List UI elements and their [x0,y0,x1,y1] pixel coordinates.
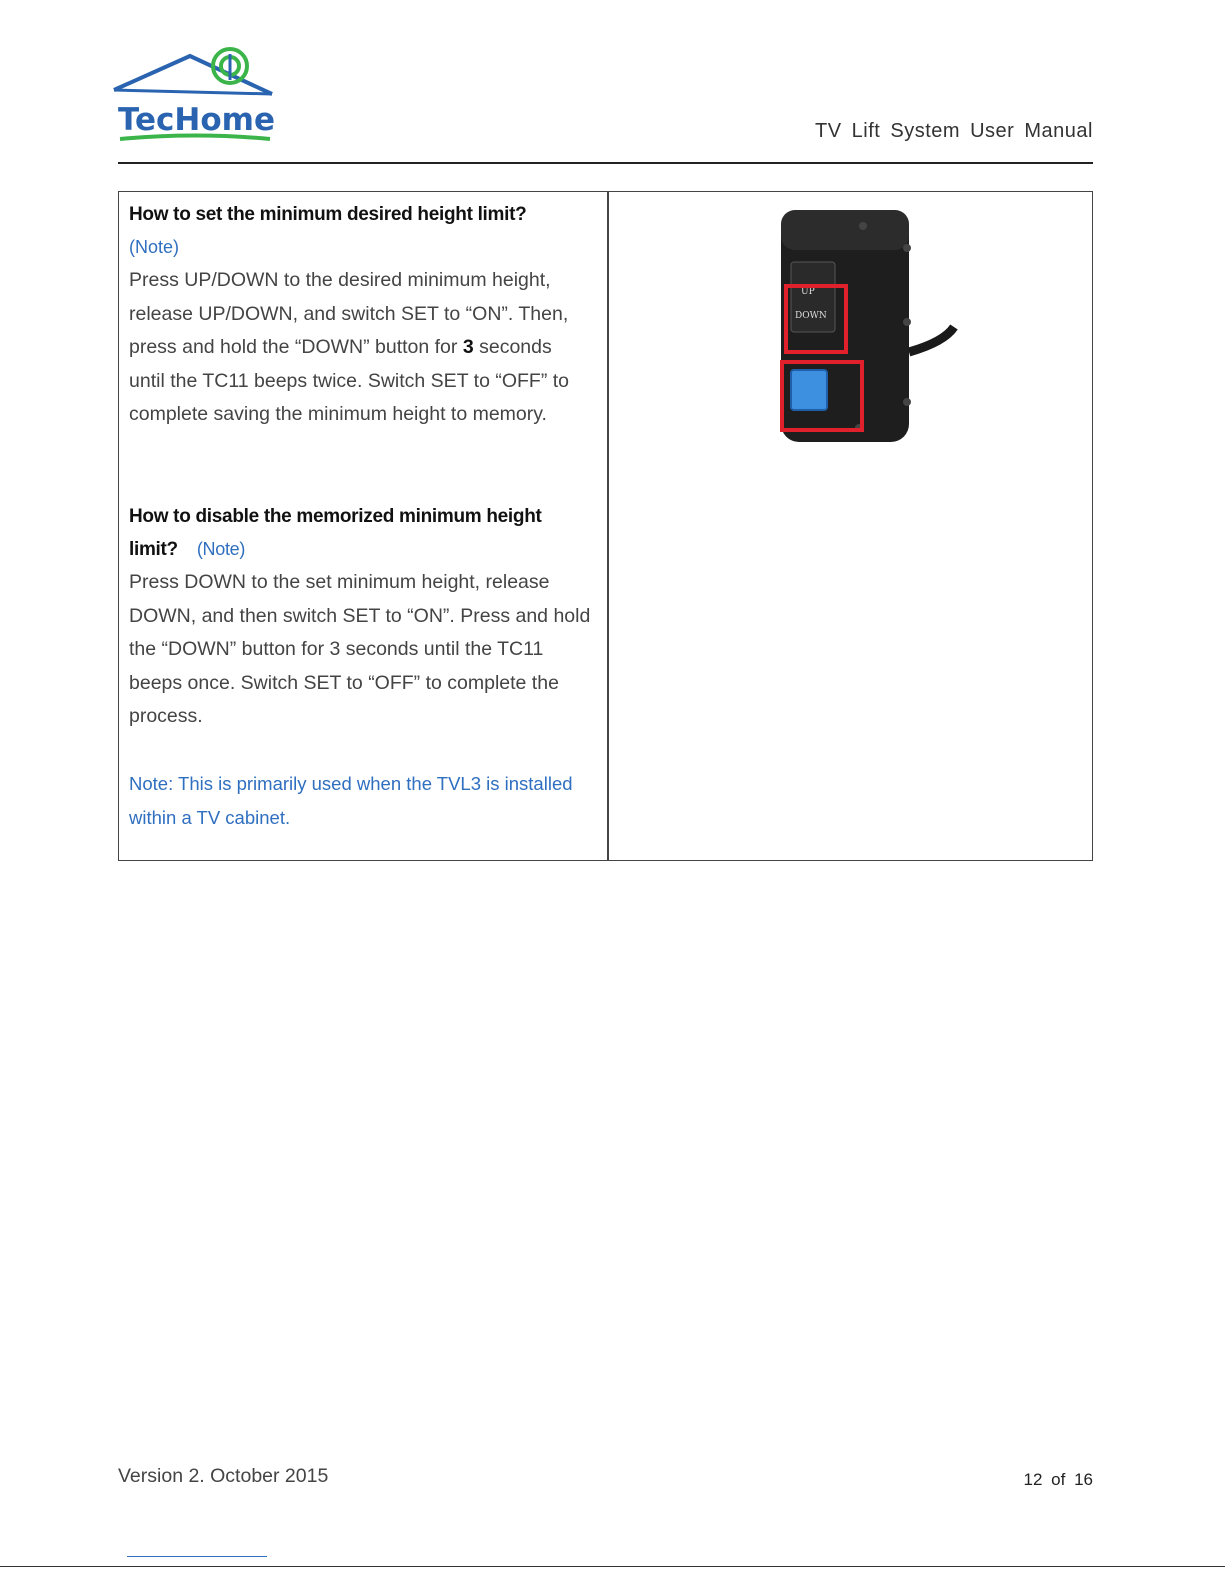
section1-line: release UP/DOWN, and switch SET to “ON”. Then, [129,302,569,325]
section2-line: beeps once. Switch SET to “OFF” to complete the [129,671,559,694]
techome-logo [110,40,280,145]
section1-line: complete saving the minimum height to memory. [129,403,547,426]
section1-line: until the TC11 beeps twice. Switch SET to “OFF” to [129,369,570,392]
section1-body [129,264,599,432]
instruction-table [118,191,1093,861]
section2-heading-cont: limit? (Note) [129,538,246,560]
bottom-rule [0,1566,1225,1567]
logo-wordmark: TecHome [118,102,275,138]
page-number: 12 of 16 [1023,1470,1093,1489]
section2-line: process. [129,705,203,728]
cabinet-note-line: within a TV cabinet. [129,806,291,828]
section2-line: the “DOWN” button for 3 seconds until the TC11 [129,638,544,661]
section1-line: Press UP/DOWN to the desired minimum height, [129,269,551,291]
instructions-cell [129,198,599,834]
section2-line: Press DOWN to the set minimum height, release [129,570,550,593]
section2-heading: How to disable the memorized minimum height [129,505,542,527]
section1-heading: How to set the minimum desired height limit? [129,204,527,225]
svg-text:DOWN: DOWN [795,311,827,321]
section2-body [129,566,599,734]
svg-text:UP: UP [801,287,815,297]
section1-note-link[interactable]: (Note) [129,237,180,257]
section2-line: DOWN, and then switch SET to “ON”. Press and hold [129,604,591,627]
cabinet-note-line: Note: This is primarily used when the TVL3 is installed [129,772,573,794]
column-divider [607,192,609,860]
footnote-link-line [127,1556,267,1557]
manual-title: TV Lift System User Manual [815,120,1093,142]
version-date: Version 2. October 2015 [118,1465,329,1487]
cabinet-note [129,767,599,834]
header-divider [118,162,1093,164]
tc11-control-box-image [759,202,959,442]
section2-note-link[interactable]: (Note) [196,538,246,559]
section1-line: press and hold the “DOWN” button for 3 seconds [129,336,552,359]
